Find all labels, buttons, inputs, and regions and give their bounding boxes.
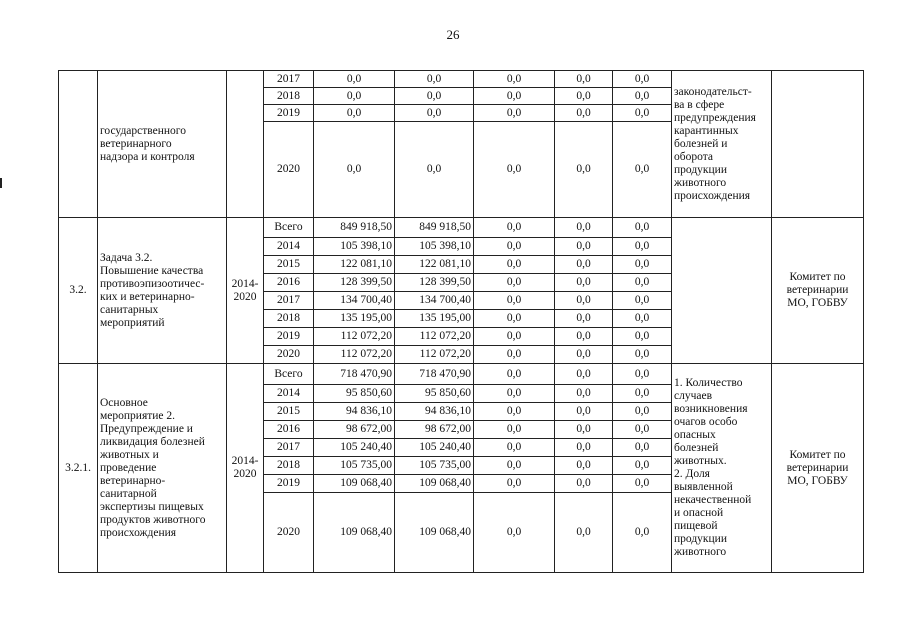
- page-number: 26: [446, 27, 460, 42]
- value-cell: 0,0: [613, 292, 672, 310]
- value-cell: 0,0: [474, 385, 555, 403]
- year-cell: 2015: [264, 403, 314, 421]
- table-row: [59, 218, 864, 238]
- scan-edge-mark: [0, 178, 2, 188]
- value-cell: 95 850,60: [395, 385, 474, 403]
- value-cell: 0,0: [613, 346, 672, 364]
- task-period: 2014- 2020: [227, 218, 264, 364]
- value-cell: 98 672,00: [395, 421, 474, 439]
- value-cell: 0,0: [314, 88, 395, 105]
- year-cell: 2018: [264, 310, 314, 328]
- value-cell: 0,0: [474, 493, 555, 573]
- value-cell: 0,0: [474, 421, 555, 439]
- value-cell: 0,0: [613, 256, 672, 274]
- value-cell: 0,0: [474, 403, 555, 421]
- value-cell: 112 072,20: [314, 328, 395, 346]
- year-cell: 2020: [264, 346, 314, 364]
- value-cell: 0,0: [555, 274, 613, 292]
- measure-period: 2014- 2020: [227, 364, 264, 573]
- value-cell: 112 072,20: [314, 346, 395, 364]
- value-cell: 0,0: [474, 292, 555, 310]
- measure-indicator: 1. Количество случаев возникновения очагов особо опасных болезней животных. 2. Доля выявленной некачественной и опасной пищевой продукции животного: [672, 364, 772, 573]
- year-cell: 2016: [264, 421, 314, 439]
- value-cell: 0,0: [314, 122, 395, 218]
- value-cell: 128 399,50: [314, 274, 395, 292]
- value-cell: 0,0: [555, 105, 613, 122]
- continuation-executor-cell: [772, 71, 864, 218]
- value-cell: 105 735,00: [395, 457, 474, 475]
- value-cell: 0,0: [613, 238, 672, 256]
- continuation-number-cell: [59, 71, 98, 218]
- value-cell: 0,0: [555, 218, 613, 238]
- value-cell: 718 470,90: [314, 364, 395, 385]
- value-cell: 112 072,20: [395, 346, 474, 364]
- task-indicator: [672, 218, 772, 364]
- program-activities-table: [58, 70, 864, 573]
- value-cell: 109 068,40: [314, 493, 395, 573]
- value-cell: 0,0: [555, 457, 613, 475]
- value-cell: 0,0: [613, 493, 672, 573]
- value-cell: 0,0: [555, 88, 613, 105]
- year-cell: Всего: [264, 364, 314, 385]
- value-cell: 105 398,10: [395, 238, 474, 256]
- value-cell: 0,0: [613, 385, 672, 403]
- year-cell: 2019: [264, 105, 314, 122]
- value-cell: 0,0: [474, 88, 555, 105]
- value-cell: 0,0: [613, 218, 672, 238]
- value-cell: 0,0: [555, 421, 613, 439]
- value-cell: 95 850,60: [314, 385, 395, 403]
- value-cell: 0,0: [395, 88, 474, 105]
- value-cell: 0,0: [613, 105, 672, 122]
- value-cell: 122 081,10: [395, 256, 474, 274]
- value-cell: 0,0: [474, 364, 555, 385]
- value-cell: 0,0: [555, 493, 613, 573]
- value-cell: 134 700,40: [395, 292, 474, 310]
- year-cell: 2018: [264, 457, 314, 475]
- value-cell: 0,0: [555, 238, 613, 256]
- value-cell: 0,0: [555, 256, 613, 274]
- value-cell: 105 735,00: [314, 457, 395, 475]
- value-cell: 0,0: [555, 385, 613, 403]
- value-cell: 0,0: [613, 328, 672, 346]
- value-cell: 0,0: [474, 346, 555, 364]
- value-cell: 0,0: [314, 105, 395, 122]
- value-cell: 0,0: [613, 274, 672, 292]
- year-cell: 2020: [264, 493, 314, 573]
- value-cell: 0,0: [555, 364, 613, 385]
- year-cell: 2017: [264, 439, 314, 457]
- measure-number: 3.2.1.: [59, 364, 98, 573]
- value-cell: 134 700,40: [314, 292, 395, 310]
- value-cell: 0,0: [555, 292, 613, 310]
- value-cell: 109 068,40: [395, 475, 474, 493]
- value-cell: 0,0: [555, 403, 613, 421]
- value-cell: 0,0: [395, 122, 474, 218]
- value-cell: 105 240,40: [395, 439, 474, 457]
- year-cell: 2019: [264, 328, 314, 346]
- value-cell: 0,0: [613, 475, 672, 493]
- year-cell: 2014: [264, 385, 314, 403]
- continuation-period-cell: [227, 71, 264, 218]
- value-cell: 98 672,00: [314, 421, 395, 439]
- year-cell: 2019: [264, 475, 314, 493]
- year-cell: 2015: [264, 256, 314, 274]
- table-row: [59, 364, 864, 385]
- year-cell: Всего: [264, 218, 314, 238]
- value-cell: 0,0: [474, 71, 555, 88]
- value-cell: 0,0: [474, 457, 555, 475]
- value-cell: 94 836,10: [314, 403, 395, 421]
- value-cell: 0,0: [555, 328, 613, 346]
- value-cell: 718 470,90: [395, 364, 474, 385]
- continuation-indicator: законодательст- ва в сфере предупреждения карантинных болезней и оборота продукции животного происхождения: [672, 71, 772, 218]
- value-cell: 109 068,40: [395, 493, 474, 573]
- value-cell: 0,0: [613, 88, 672, 105]
- value-cell: 105 240,40: [314, 439, 395, 457]
- table-row: [59, 71, 864, 88]
- measure-description: Основное мероприятие 2. Предупреждение и ликвидация болезней животных и проведение ветеринарно- санитарной экспертизы пищевых продуктов животного происхождения: [98, 364, 227, 573]
- value-cell: 0,0: [613, 364, 672, 385]
- value-cell: 0,0: [314, 71, 395, 88]
- value-cell: 0,0: [555, 71, 613, 88]
- value-cell: 0,0: [474, 105, 555, 122]
- value-cell: 135 195,00: [395, 310, 474, 328]
- year-cell: 2017: [264, 292, 314, 310]
- value-cell: 0,0: [555, 439, 613, 457]
- measure-executor: Комитет по ветеринарии МО, ГОБВУ: [772, 364, 864, 573]
- value-cell: 0,0: [555, 475, 613, 493]
- value-cell: 0,0: [613, 310, 672, 328]
- value-cell: 0,0: [395, 71, 474, 88]
- task-description: Задача 3.2. Повышение качества противоэпизоотичес- ких и ветеринарно- санитарных мероприятий: [98, 218, 227, 364]
- value-cell: 0,0: [474, 256, 555, 274]
- value-cell: 0,0: [555, 310, 613, 328]
- task-executor: Комитет по ветеринарии МО, ГОБВУ: [772, 218, 864, 364]
- value-cell: 105 398,10: [314, 238, 395, 256]
- value-cell: 112 072,20: [395, 328, 474, 346]
- value-cell: 849 918,50: [395, 218, 474, 238]
- year-cell: 2020: [264, 122, 314, 218]
- value-cell: 0,0: [474, 439, 555, 457]
- value-cell: 128 399,50: [395, 274, 474, 292]
- year-cell: 2017: [264, 71, 314, 88]
- value-cell: 0,0: [474, 328, 555, 346]
- task-number: 3.2.: [59, 218, 98, 364]
- value-cell: 135 195,00: [314, 310, 395, 328]
- year-cell: 2016: [264, 274, 314, 292]
- value-cell: 109 068,40: [314, 475, 395, 493]
- value-cell: 0,0: [474, 475, 555, 493]
- value-cell: 0,0: [613, 403, 672, 421]
- value-cell: 0,0: [555, 346, 613, 364]
- value-cell: 0,0: [474, 238, 555, 256]
- value-cell: 0,0: [395, 105, 474, 122]
- value-cell: 0,0: [613, 439, 672, 457]
- value-cell: 0,0: [555, 122, 613, 218]
- value-cell: 0,0: [474, 310, 555, 328]
- value-cell: 122 081,10: [314, 256, 395, 274]
- year-cell: 2014: [264, 238, 314, 256]
- value-cell: 0,0: [474, 218, 555, 238]
- value-cell: 0,0: [474, 274, 555, 292]
- year-cell: 2018: [264, 88, 314, 105]
- value-cell: 94 836,10: [395, 403, 474, 421]
- value-cell: 0,0: [613, 71, 672, 88]
- value-cell: 0,0: [474, 122, 555, 218]
- continuation-description: государственного ветеринарного надзора и контроля: [98, 71, 227, 218]
- value-cell: 849 918,50: [314, 218, 395, 238]
- value-cell: 0,0: [613, 122, 672, 218]
- value-cell: 0,0: [613, 457, 672, 475]
- value-cell: 0,0: [613, 421, 672, 439]
